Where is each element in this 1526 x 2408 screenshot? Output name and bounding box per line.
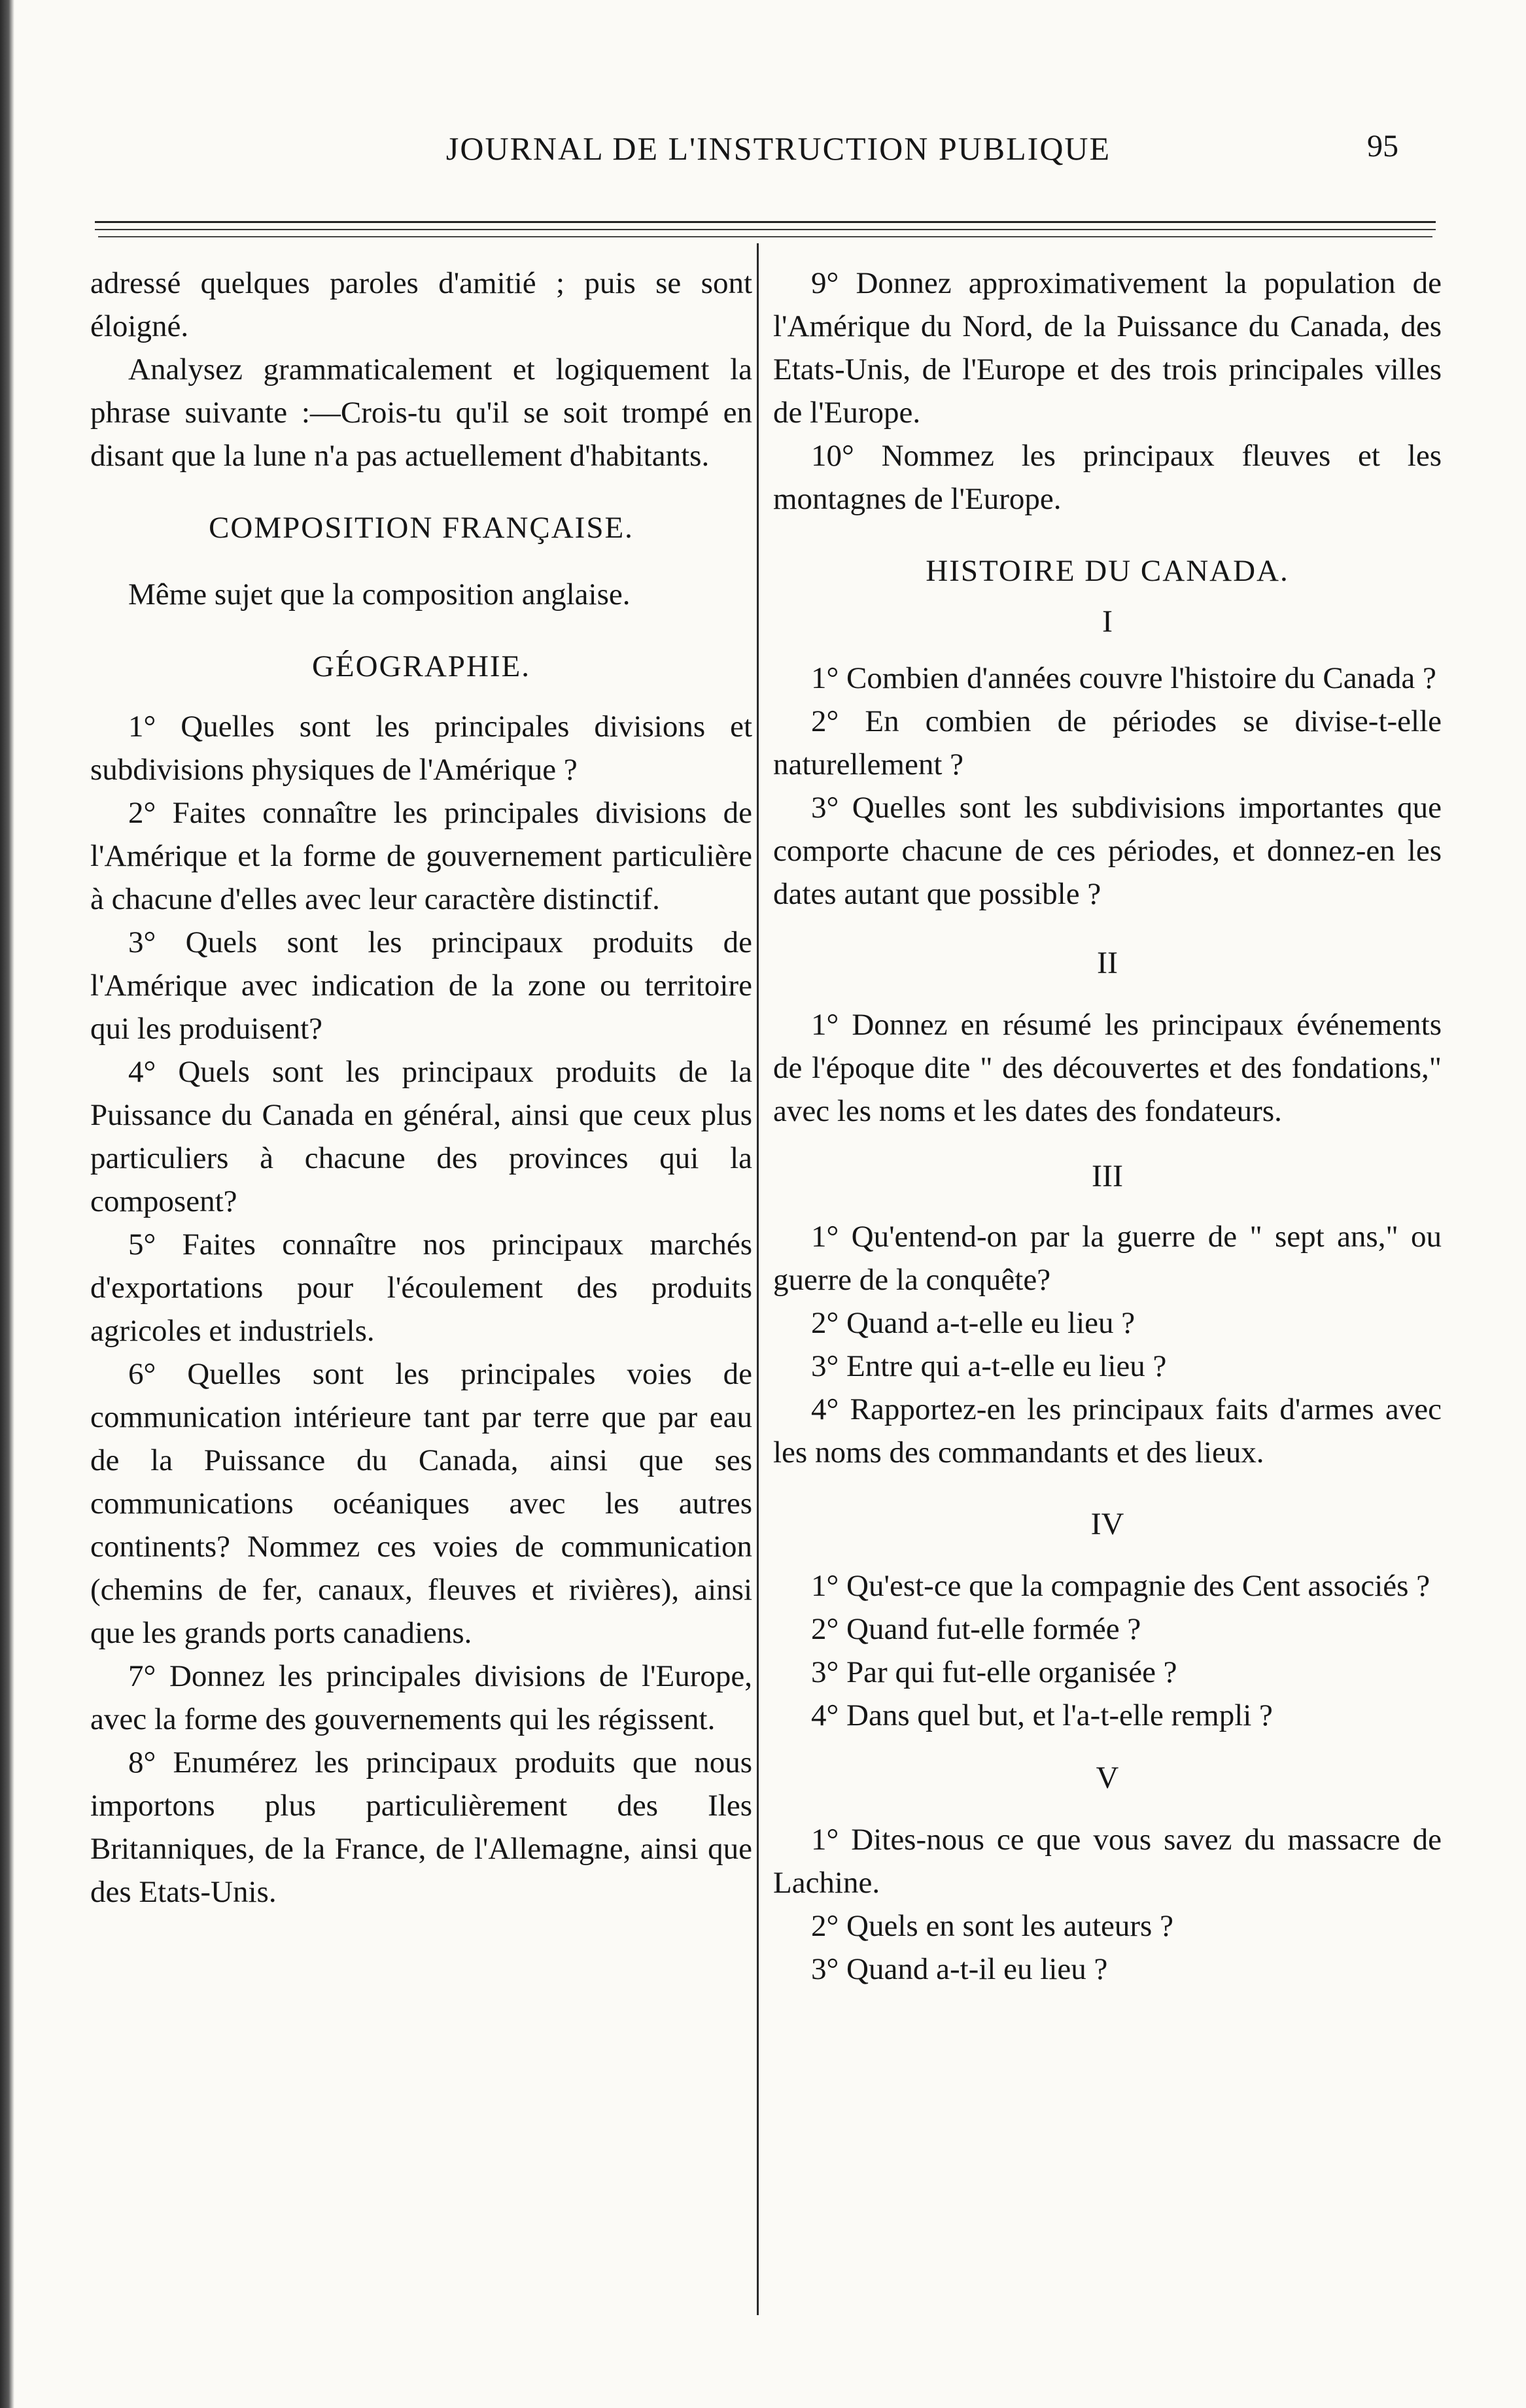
question-item: 4° Quels sont les principaux produits de la Puissance du Canada en général, ainsi que ceux plus particuliers à chacune des provinces qui la composent? [90, 1055, 752, 1218]
question-item: 3° Par qui fut-elle organisée ? [811, 1655, 1177, 1689]
question-item: 2° En combien de périodes se divise-t-elle naturellement ? [773, 704, 1442, 782]
section-questions [773, 1003, 1442, 1133]
header-rule-3 [98, 236, 1432, 237]
question-item: 8° Enumérez les principaux produits que nous importons plus particulièrement des Iles Britanniques, de la France, de l'Allemagne, ainsi que des Etats-Unis. [90, 1746, 752, 1909]
question-item: 1° Qu'est-ce que la compagnie des Cent associés ? [811, 1569, 1431, 1603]
question-item: 1° Qu'entend-on par la guerre de " sept ans," ou guerre de la conquête? [773, 1220, 1442, 1297]
running-title: JOURNAL DE L'INSTRUCTION PUBLIQUE [445, 130, 1111, 167]
composition-heading: COMPOSITION FRANÇAISE. [209, 511, 634, 545]
composition-text: Même sujet que la composition anglaise. [128, 577, 631, 611]
question-item: 10° Nommez les principaux fleuves et les montagnes de l'Europe. [773, 439, 1442, 516]
section-numeral: IV [1090, 1507, 1124, 1541]
header-rule-2 [95, 229, 1436, 230]
page-binding-edge [0, 0, 14, 2408]
question-item: 2° Quand fut-elle formée ? [811, 1612, 1141, 1646]
histoire-heading: HISTOIRE DU CANADA. [926, 554, 1289, 588]
question-item: 7° Donnez les principales divisions de l'Europe, avec la forme des gouvernements qui les régissent. [90, 1659, 752, 1736]
question-item: 3° Quels sont les principaux produits de l'Amérique avec indication de la zone ou territoire qui les produisent? [90, 925, 752, 1046]
question-item: 6° Quelles sont les principales voies de communication intérieure tant par terre que par eau de la Puissance du Canada, ainsi que ses communications océaniques avec les autres continents? Nommez ces voies de communication (chemins de fer, canaux, fleuves et rivières), ainsi que les grands ports canadiens. [90, 1357, 752, 1650]
question-item: 3° Quand a-t-il eu lieu ? [811, 1952, 1108, 1986]
question-item: 1° Quelles sont les principales divisions et subdivisions physiques de l'Amérique ? [90, 710, 752, 787]
intro-continuation: adressé quelques paroles d'amitié ; puis se sont éloigné. [90, 266, 752, 343]
question-item: 1° Dites-nous ce que vous savez du massacre de Lachine. [773, 1823, 1442, 1900]
question-item: 5° Faites connaître nos principaux marchés d'exportations pour l'écoulement des produits agricoles et industriels. [90, 1228, 752, 1348]
section-numeral: II [1097, 946, 1118, 980]
page-number: 95 [1367, 129, 1398, 163]
question-item: 4° Rapportez-en les principaux faits d'armes avec les noms des commandants et des lieux. [773, 1392, 1442, 1470]
section-questions [773, 1215, 1442, 1474]
section-numeral: I [1102, 604, 1113, 639]
geographie-questions [90, 705, 752, 1914]
header-rule [95, 221, 1436, 223]
question-item: 4° Dans quel but, et l'a-t-elle rempli ? [811, 1698, 1273, 1732]
question-item: 1° Combien d'années couvre l'histoire du Canada ? [811, 661, 1436, 695]
section-numeral: V [1096, 1761, 1119, 1795]
question-item: 2° Faites connaître les principales divisions de l'Amérique et la forme de gouvernement particulière à chacune d'elles avec leur caractère distinctif. [90, 796, 752, 916]
question-item: 2° Quand a-t-elle eu lieu ? [811, 1306, 1136, 1340]
question-item: 1° Donnez en résumé les principaux événements de l'époque dite " des découvertes et des fondations," avec les noms et les dates des fondateurs. [773, 1008, 1442, 1128]
question-item: 3° Quelles sont les subdivisions importantes que comporte chacune de ces périodes, et donnez-en les dates autant que possible ? [773, 791, 1442, 911]
analysis-question: Analysez grammaticalement et logiquement la phrase suivante :—Crois-tu qu'il se soit trompé en disant que la lune n'a pas actuellement d'habitants. [90, 353, 752, 473]
left-column [90, 262, 752, 1914]
question-item: 2° Quels en sont les auteurs ? [811, 1909, 1173, 1943]
question-item: 9° Donnez approximativement la population de l'Amérique du Nord, de la Puissance du Canada, des Etats-Unis, de l'Europe et des trois principales villes de l'Europe. [773, 266, 1442, 430]
section-questions [773, 657, 1442, 916]
column-divider [757, 243, 759, 2315]
section-numeral: III [1092, 1159, 1123, 1194]
question-item: 3° Entre qui a-t-elle eu lieu ? [811, 1349, 1167, 1383]
section-questions [773, 1564, 1442, 1737]
section-questions [773, 1818, 1442, 1991]
right-column [773, 262, 1442, 1991]
geographie-heading: GÉOGRAPHIE. [311, 649, 531, 683]
